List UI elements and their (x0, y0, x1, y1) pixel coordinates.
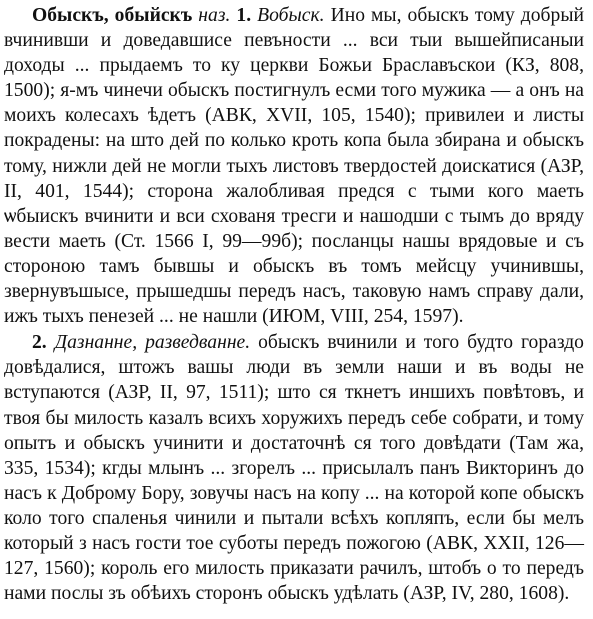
entry-sense-1 (4, 3, 584, 329)
sense-number-2: 2. (32, 332, 47, 354)
sense-gloss-1: Вобыск. (257, 5, 325, 26)
headword: Обыскъ, обыйскъ (32, 5, 193, 26)
sense-text-1: Ино мы, обыскъ тому добрый вчинивши и доведавшисе певъности ... вси тыи вышейписаныи доходы ... прыдаемъ то ку церкви Божьи Браславъскои (КЗ, 808, 1500); я-мъ чинечи обыскъ постигнулъ есми того мужика — а онъ на моихъ колесахъ ѣдетъ (АВК, XVII, 105, 1540); привилеи и листы покрадены: на што дей по колько кроть копа была збирана и обыскъ тому, нижли дей не могли тыхъ листовъ твердостей доискатися (АЗР, II, 401, 1544); сторона жалобливая предся с тыми кого маеть ѡбыискъ вчинити и вси схованя тресги и нашодши с тымъ до вряду вести маеть (Ст. 1566 I, 99—99б); посланцы нашы врядовые и съ стороною тамъ бывшы и обыскъ въ томъ мейсцу учинившы, звернувъшысе, прышедшы передъ насъ, таковую намъ справу дали, ижъ тыхъ пенезей ... не нашли (ИЮМ, VIII, 254, 1597). (4, 5, 584, 328)
sense-text-2: обыскъ вчинили и того будто гораздо довѣдалися, штожъ вашы люди въ земли наши и въ воды не вступаются (АЗР, II, 97, 1511); што ся ткнетъ иншихъ повѣтовъ, и твоя бы милость казалъ всихъ хоружихъ передъ себе собрати, и тому опытъ и обыскъ учинити и достаточнѣ ся того довѣдати (Там жа, 335, 1534); кгды млынъ ... згорелъ ... присылалъ панъ Викторинъ до насъ к Доброму Бору, зовучы насъ на копу ... на которой копе обыскъ коло того спаленья чинили и пытали всѣхъ копляпъ, если бы мелъ который з насъ гости тое суботы передъ пожогою (АВК, XXII, 126—127, 1560); король его милость приказати рачилъ, штобъ о то передъ нами послы зъ обѣихъ сторонъ обыскъ удѣлать (АЗР, IV, 280, 1608). (4, 332, 584, 605)
sense-number-1: 1. (236, 5, 252, 26)
part-of-speech: наз. (198, 5, 231, 26)
entry-sense-2 (4, 330, 584, 606)
sense-gloss-2: Дазнанне, разведванне. (54, 332, 251, 354)
